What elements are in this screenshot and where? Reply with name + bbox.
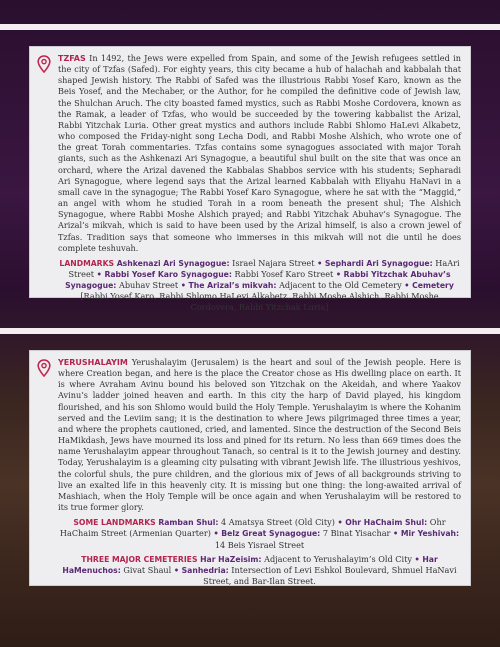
- cemetery-name: Sanhedria:: [181, 565, 229, 575]
- yerushalayim-title: YERUSHALAYIM: [58, 358, 128, 367]
- landmarks-label: SOME LANDMARKS: [73, 518, 156, 528]
- landmark-detail: Adjacent to the Old Cemetery: [276, 280, 402, 291]
- cemetery-detail: Adjacent to Yerushalayim’s Old City: [261, 553, 412, 564]
- landmark-name: The Arizal’s mikvah:: [188, 281, 277, 291]
- landmark-detail: Rabbi Yosef Karo Street: [231, 268, 334, 279]
- map-pin-icon: [37, 359, 51, 377]
- landmark-detail: 7 Binat Yisachar: [320, 528, 391, 539]
- middle-divider-band: [0, 328, 500, 334]
- landmark-name: Ramban Shul:: [158, 518, 219, 528]
- tzfas-landmarks: [58, 258, 461, 314]
- tzfas-description: [58, 53, 461, 254]
- cemetery-detail: Intersection of Levi Eshkol Boulevard, Shmuel HaNavi Street, and Bar-Ilan Street.: [203, 564, 457, 586]
- landmark-name: Ohr HaChaim Shul:: [345, 518, 428, 528]
- landmark-name: Sephardi Ari Synagogue:: [324, 258, 433, 268]
- landmark-name: Rabbi Yosef Karo Synagogue:: [104, 269, 232, 279]
- cemetery-name: Har HaZeisim:: [200, 554, 262, 564]
- landmarks-label: LANDMARKS: [59, 258, 115, 268]
- landmark-detail: Israel Najara Street: [229, 257, 315, 268]
- landmark-detail: HaAri Street: [68, 257, 460, 279]
- map-pin-icon: [37, 55, 51, 73]
- tzfas-card: [29, 46, 471, 313]
- landmark-detail: Abuhav Street: [116, 280, 179, 291]
- top-divider-band: [0, 24, 500, 30]
- landmark-detail: Ohr HaChaim Street (Armenian Quarter): [59, 517, 446, 539]
- landmark-name: Belz Great Synagogue:: [221, 529, 321, 539]
- cemeteries-label: THREE MAJOR CEMETERIES: [81, 554, 198, 564]
- landmark-name: Cemetery: [412, 281, 454, 291]
- landmark-detail: 4 Amatsya Street (Old City): [218, 517, 335, 528]
- tzfas-text: In 1492, the Jews were expelled from Spain, and some of the Jewish refugees settled in the city of Tzfas (Safed). For eighty years, this city became a hub of halachah and kabbalah that shaped Jewish history. The Rabbi of Safed was the illustrious Rabbi Yosef Karo, known as the Beis Yosef, and the Mechaber, or the Author, for he compiled the definitive code of Jewish law, the Shulchan Aruch. The city boasted famed mystics, such as Rabbi Moshe Cordovera, known as the Ramak, a leader of Tzfas, who would be succeeded by the towering kabbalist the Arizal, Rabbi Yitzchak Luria. Other great mystics and authors include Rabbi Shlomo HaLevi Alkabetz, who composed the Friday-night song Lecha Dodi, and Rabbi Moshe Alshich, who wrote one of the great Torah commentaries. Tzfas contains some synagogues associated with major Torah giants, such as the Ashkenazi Ari Synagogue, a beautiful shul built on the site that was once an orchard, where the Arizal davened the Kabbalas Shabbos service with his students; Sepharadi Ari Synagogue, where legend says that the Arizal learned Kabbalah with Eliyahu HaNavi in a small cave in the synagogue; The Rabbi Yosef Karo Synagogue, where he sat with the “Maggid,” an angel with whom he studied Torah in a room beneath the present shul; The Alshich Synagogue, where Rabbi Moshe Alshich prayed; and Rabbi Yitzchak Abuhav’s Synagogue. The Arizal’s mikvah, which is said to have been used by the Arizal himself, is also a crown jewel of Tzfas. Tradition says that someone who immerses in this mikvah will not die until he does complete teshuvah.: [58, 53, 461, 253]
- yerushalayim-card: [29, 350, 471, 586]
- tzfas-title: TZFAS: [58, 54, 86, 63]
- yerushalayim-description: [58, 357, 461, 513]
- landmark-name: Mir Yeshivah:: [400, 529, 460, 539]
- cemetery-detail: Givat Shaul: [120, 564, 172, 575]
- landmark-detail: 14 Beis Yisrael Street: [214, 539, 305, 550]
- yerushalayim-text: Yerushalayim (Jerusalem) is the heart and soul of the Jewish people. Here is where Creation began, and here is the place the Creator chose as His dwelling place on earth. It is where Avraham Avinu bound his beloved son Yitzchak on the Akeidah, and where Yaakov Avinu’s ladder joined heaven and earth. In this city the harp of David played, his kingdom flourished, and his son Shlomo would build the Holy Temple. Yerushalayim is where the Kohanim served and the Leviim sang; it is the destination to where Jews pilgrimaged three times a year, and where the prophets cautioned, cried, and lamented. Since the destruction of the Second Beis HaMikdash, Jews have mourned its loss and pined for its return. No less than 669 times does the name Yerushalayim appear throughout Tanach, so central is it to the Jewish journey and destiny. Today, Yerushalayim is a gleaming city pulsating with vibrant Jewish life. The illustrious yeshivos, the colorful shuls, the pure children, and the glorious mix of Jews of all backgrounds striving to live an exalted life in this heavenly city. It is missing but one thing: the long-awaited arrival of Mashiach, when the Holy Temple will be once again and when Yerushalayim will be restored to its true former glory.: [58, 357, 461, 513]
- landmark-name: Ashkenazi Ari Synagogue:: [116, 258, 230, 268]
- cemetery-name: Har HaMenuchos:: [62, 554, 438, 575]
- yerushalayim-landmarks: SOME LANDMARKS Ramban Shul: 4 Amatsya Street (Old City) • Ohr HaChaim Shul: Ohr HaChaim Street (Armenian Quarter) • Belz Great Synagogue: 7 Binat Yisachar • Mir Yeshivah: 14 Beis Yisrael Street: [59, 517, 460, 550]
- yerushalayim-cemeteries: THREE MAJOR CEMETERIES Har HaZeisim: Adjacent to Yerushalayim’s Old City • Har HaMenuchos: Givat Shaul • Sanhedria: Intersection of Levi Eshkol Boulevard, Shmuel HaNavi Street, and Bar-Ilan Street.: [62, 553, 457, 586]
- landmark-list: Ashkenazi Ari Synagogue: Israel Najara Street • Sephardi Ari Synagogue: HaAri Street • Rabbi Yosef Karo Synagogue: Rabbi Yosef Karo Street • Rabbi Yitzchak Abuhav’s Synagogue: Abuhav Street • The Arizal’s mikvah: Adjacent to the Old Cemetery • Cemetery [Rabbi Yosef Karo, Rabbi Shlomo HaLevi Alkabetz, Rabbi Moshe Alshich, Rabbi Moshe Cordovera, Rabbi Yitzchak Luria]: [65, 257, 460, 313]
- landmark-name: Rabbi Yitzchak Abuhav’s Synagogue:: [65, 269, 451, 291]
- landmark-detail: [Rabbi Yosef Karo, Rabbi Shlomo HaLevi Alkabetz, Rabbi Moshe Alshich, Rabbi Moshe Cordovera, Rabbi Yitzchak Luria]: [80, 291, 439, 313]
